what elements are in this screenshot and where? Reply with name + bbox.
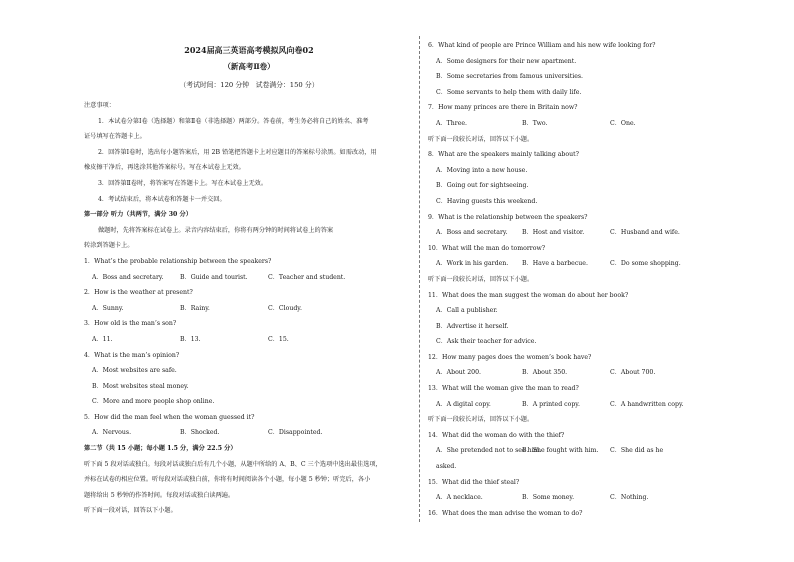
option: C．About 700. (610, 369, 656, 377)
left-column (84, 38, 414, 519)
option: A．A digital copy. (436, 400, 491, 408)
option: B．Some secretaries from famous universities. (436, 73, 584, 81)
section-instruction: 听下面一段较长对话，回答以下小题。 (428, 135, 534, 143)
question-stem: 2．How is the weather at present? (84, 289, 193, 297)
exam-meta: （考试时间：120 分钟 试卷满分：150 分） (179, 81, 319, 89)
question-stem: 14．What did the woman do with the thief? (428, 431, 565, 439)
option: A．Boss and secretary. (436, 229, 508, 237)
part1-intro: 转涂到答题卡上。 (84, 242, 134, 250)
notes-line: 橡皮擦干净后，再选涂其他答案标号。写在本试卷上无效。 (84, 164, 245, 172)
option-row (428, 490, 766, 506)
option: C．Cloudy. (268, 304, 302, 312)
option-row (84, 332, 414, 348)
question-block (84, 285, 414, 316)
option-wrap: asked. (436, 463, 457, 471)
question-stem: 16．What does the man advise the woman to do? (428, 509, 583, 517)
option: B．Rainy. (180, 304, 210, 312)
question-stem: 13．What will the woman give the man to read? (428, 385, 579, 393)
question-stem: 5．How did the man feel when the woman guessed it? (84, 413, 255, 421)
option: B．Most websites steal money. (92, 382, 189, 390)
option-row (428, 397, 766, 413)
option-row (84, 301, 414, 317)
option: A．11. (92, 335, 113, 343)
section2-intro: 并标在试卷的相应位置。听每段对话或独白前，你将有时间阅读各个小题，每小题 5 秒钟；听完后，各小 (84, 476, 371, 484)
option: A．Some designers for their new apartment. (436, 57, 577, 65)
exam-title: 2024届高三英语高考模拟风向卷02 (184, 45, 314, 55)
question-block (428, 288, 766, 350)
question-stem: 3．How old is the man’s son? (84, 320, 177, 328)
left-question-list (84, 254, 414, 441)
question-block (428, 100, 766, 147)
question-stem: 11．What does the man suggest the woman do about her book? (428, 291, 629, 299)
section-instruction: 听下面一段较长对话，回答以下小题。 (428, 275, 534, 283)
option: A．Call a publisher. (436, 307, 498, 315)
option: C．She did as he (610, 447, 664, 455)
question-block (428, 475, 766, 506)
option: B．She fought with him. (522, 447, 599, 455)
question-stem: 8．What are the speakers mainly talking about? (428, 151, 579, 159)
right-question-list (428, 38, 766, 521)
option: C．One. (610, 119, 636, 127)
option: C．Nothing. (610, 494, 649, 502)
question-stem: 15．What did the thief steal? (428, 478, 520, 486)
notes-line: 4．考试结束后，将本试卷和答题卡一并交回。 (98, 195, 226, 203)
question-block (428, 147, 766, 209)
question-stem: 7．How many princes are there in Britain now? (428, 104, 578, 112)
option-row (428, 225, 766, 241)
section-instruction: 听下面一段较长对话，回答以下小题。 (428, 416, 534, 424)
option: C．Do some shopping. (610, 260, 681, 268)
section2-intro: 听下面 5 段对话或独白。每段对话或独白后有几个小题，从题中所给的 A、B、C 三个选项中选出最佳选项， (84, 460, 382, 468)
option: A．Work in his garden. (436, 260, 509, 268)
question-stem: 4．What is the man’s opinion? (84, 351, 180, 359)
option-row (84, 270, 414, 286)
option: A．Nervous. (92, 429, 132, 437)
question-block (428, 241, 766, 288)
option: B．Some money. (522, 494, 575, 502)
option: C．More and more people shop online. (92, 398, 215, 406)
notes-line: 1．本试卷分第Ⅰ卷（选择题）和第Ⅱ卷（非选择题）两部分。答卷前，考生务必将自己的姓名、准考 (98, 117, 369, 125)
option: A．Moving into a new house. (436, 166, 528, 174)
option-row (428, 116, 766, 132)
question-stem: 6．What kind of people are Prince William and his new wife looking for? (428, 42, 656, 49)
question-block (428, 428, 766, 475)
notes-line: 2．回答第Ⅰ卷时，选出每小题答案后，用 2B 铅笔把答题卡上对应题目的答案标号涂黑。如需改动，用 (98, 148, 377, 156)
option: C．Disappointed. (268, 429, 323, 437)
part1-heading: 第一部分 听力（共两节，满分 30 分） (84, 211, 192, 219)
question-block (84, 254, 414, 285)
option: A．A necklace. (436, 494, 483, 502)
option: A．Three. (436, 119, 468, 127)
question-stem: 10．What will the man do tomorrow? (428, 244, 546, 252)
option: C．Ask their teacher for advice. (436, 338, 537, 346)
question-block (84, 316, 414, 347)
option: B．About 350. (522, 369, 568, 377)
option: C．Having guests this weekend. (436, 197, 538, 205)
question-block (428, 381, 766, 428)
option: B．A printed copy. (522, 400, 580, 408)
question-stem: 9．What is the relationship between the speakers? (428, 213, 588, 221)
option: C．15. (268, 335, 289, 343)
option: C．Some servants to help them with daily life. (436, 88, 582, 96)
option: A．Sunny. (92, 304, 124, 312)
option-row (84, 425, 414, 441)
option: A．She pretended not to see him. (436, 447, 542, 455)
option-row (428, 443, 766, 459)
notes-line: 3．回答第Ⅱ卷时，将答案写在答题卡上。写在本试卷上无效。 (98, 179, 268, 187)
exam-subtitle: （新高考Ⅱ卷） (223, 62, 275, 71)
option: B．Two. (522, 119, 548, 127)
question-block (428, 350, 766, 381)
option: B．Host and visitor. (522, 229, 585, 237)
option: C．A handwritten copy. (610, 400, 684, 408)
question-block (84, 410, 414, 441)
option: B．Going out for sightseeing. (436, 182, 529, 190)
column-divider (419, 36, 420, 522)
option: A．Boss and secretary. (92, 273, 164, 281)
option: B．Advertise it herself. (436, 322, 509, 330)
notes-line: 证号填写在答题卡上。 (84, 133, 146, 141)
question-block (84, 348, 414, 410)
question-block (428, 210, 766, 241)
notes-heading: 注意事项： (84, 102, 115, 109)
section2-heading: 第二节（共 15 小题；每小题 1.5 分，满分 22.5 分） (84, 445, 237, 453)
option: B．13. (180, 335, 201, 343)
right-column (428, 38, 766, 521)
section2-intro: 题将给出 5 秒钟的作答时间。每段对话或独白读两遍。 (84, 491, 235, 499)
option: C．Husband and wife. (610, 229, 680, 237)
question-stem: 12．How many pages does the women’s book have? (428, 353, 592, 361)
question-stem: 1．What’s the probable relationship between the speakers? (84, 257, 272, 265)
option: C．Teacher and student. (268, 273, 346, 281)
section2-instruction: 听下面一段对话，回答以下小题。 (84, 507, 177, 515)
option: B．Shocked. (180, 429, 220, 437)
option: A．Most websites are safe. (92, 367, 177, 375)
option-row (428, 365, 766, 381)
option: A．About 200. (436, 369, 482, 377)
part1-intro: 做题时，先将答案标在试卷上。录音内容结束后，你将有两分钟的时间将试卷上的答案 (98, 226, 334, 234)
option: B．Have a barbecue. (522, 260, 588, 268)
question-block (428, 506, 766, 522)
option-row (428, 256, 766, 272)
option: B．Guide and tourist. (180, 273, 248, 281)
question-block (428, 38, 766, 100)
